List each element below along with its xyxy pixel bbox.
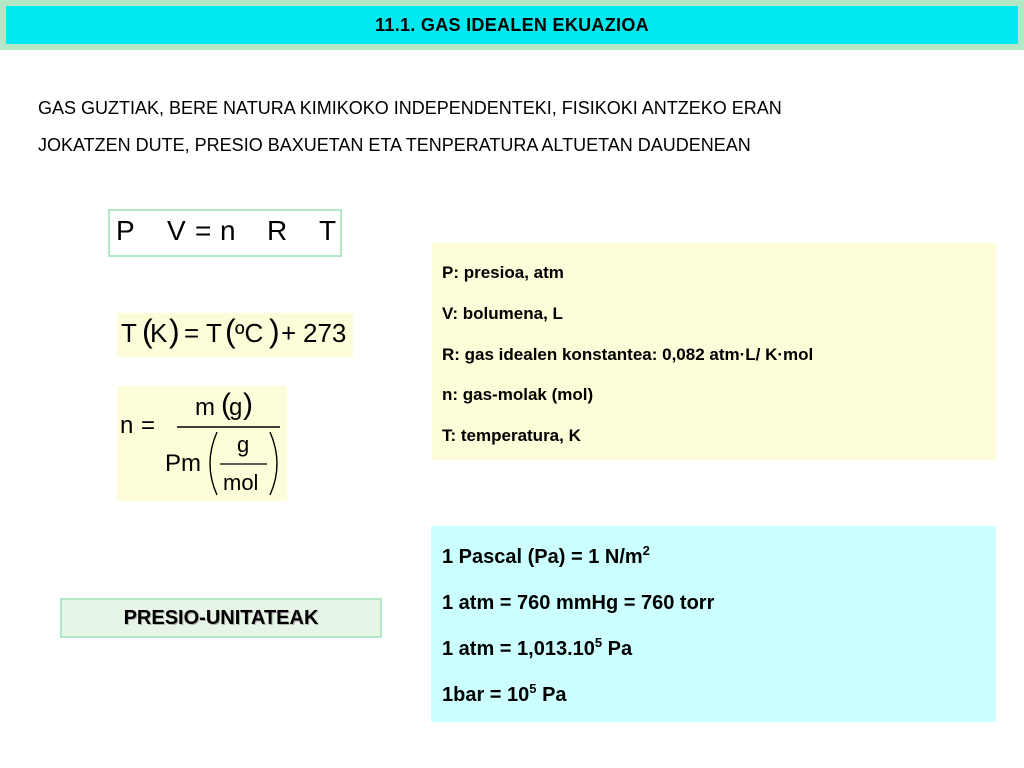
unit-pascal: 1 Pascal (Pa) = 1 $N/m^2$: [442, 543, 650, 568]
tk-t1: T: [121, 318, 137, 348]
tk-k: K: [150, 318, 168, 348]
pressure-units-box: [431, 526, 996, 722]
tk-273: 273: [303, 318, 347, 348]
legend-r: R: gas idealen konstantea: 0,082 atm·L/ K·mol: [442, 345, 814, 364]
tk-paren-close-2: ): [269, 313, 280, 349]
n-pm: Pm: [165, 450, 201, 477]
moles-equation: [117, 386, 287, 501]
tk-paren-close-1: ): [169, 313, 180, 349]
intro-line-1: GAS GUZTIAK, BERE NATURA KIMIKOKO INDEPENDENTEKI, FISIKOKI ANTZEKO ERAN: [38, 98, 782, 118]
legend-v: V: bolumena, L: [442, 304, 563, 323]
eq-t: T: [319, 215, 337, 246]
n-paren-open: (: [221, 388, 231, 421]
n-equals: =: [141, 412, 156, 439]
pressure-units-label: PRESIO-UNITATEAK: [60, 598, 382, 638]
fraction-lines: [117, 386, 287, 501]
eq-r: R: [267, 215, 288, 246]
tk-paren-open-1: (: [142, 313, 153, 349]
n-n: n: [120, 412, 134, 439]
variables-legend: [432, 243, 996, 460]
eq-equals: =: [195, 215, 212, 246]
legend-p: P: presioa, atm: [442, 263, 564, 282]
n-g1: g: [229, 394, 243, 421]
unit-atm-mmhg: 1 atm = 760 mmHg = 760 torr: [442, 592, 715, 614]
eq-p: P: [116, 215, 135, 246]
tk-paren-open-2: (: [225, 313, 236, 349]
tk-t2: T: [206, 318, 222, 348]
n-mol: mol: [223, 470, 259, 495]
eq-v: V: [167, 215, 186, 246]
n-paren-close: ): [243, 388, 253, 421]
intro-line-2: JOKATZEN DUTE, PRESIO BAXUETAN ETA TENPERATURA ALTUETAN DAUDENEAN: [38, 135, 751, 155]
slide-title: 11.1. GAS IDEALEN EKUAZIOA: [6, 6, 1018, 44]
tk-c: ºC: [235, 318, 264, 348]
n-g2: g: [237, 432, 250, 457]
temperature-conversion: [117, 313, 353, 357]
intro-text: [38, 90, 998, 164]
n-m: m: [195, 394, 215, 421]
unit-atm-pa: 1 atm = $1,013.10^5$ Pa: [442, 635, 633, 660]
unit-bar: $1bar = 10^5$ Pa: [442, 681, 567, 706]
tk-plus: +: [281, 318, 297, 348]
legend-n: n: gas-molak (mol): [442, 385, 594, 404]
tk-equals: =: [184, 318, 200, 348]
eq-n: n: [220, 215, 236, 246]
legend-t: T: temperatura, K: [442, 426, 581, 445]
ideal-gas-equation: [108, 209, 342, 257]
title-bar: [0, 0, 1024, 50]
